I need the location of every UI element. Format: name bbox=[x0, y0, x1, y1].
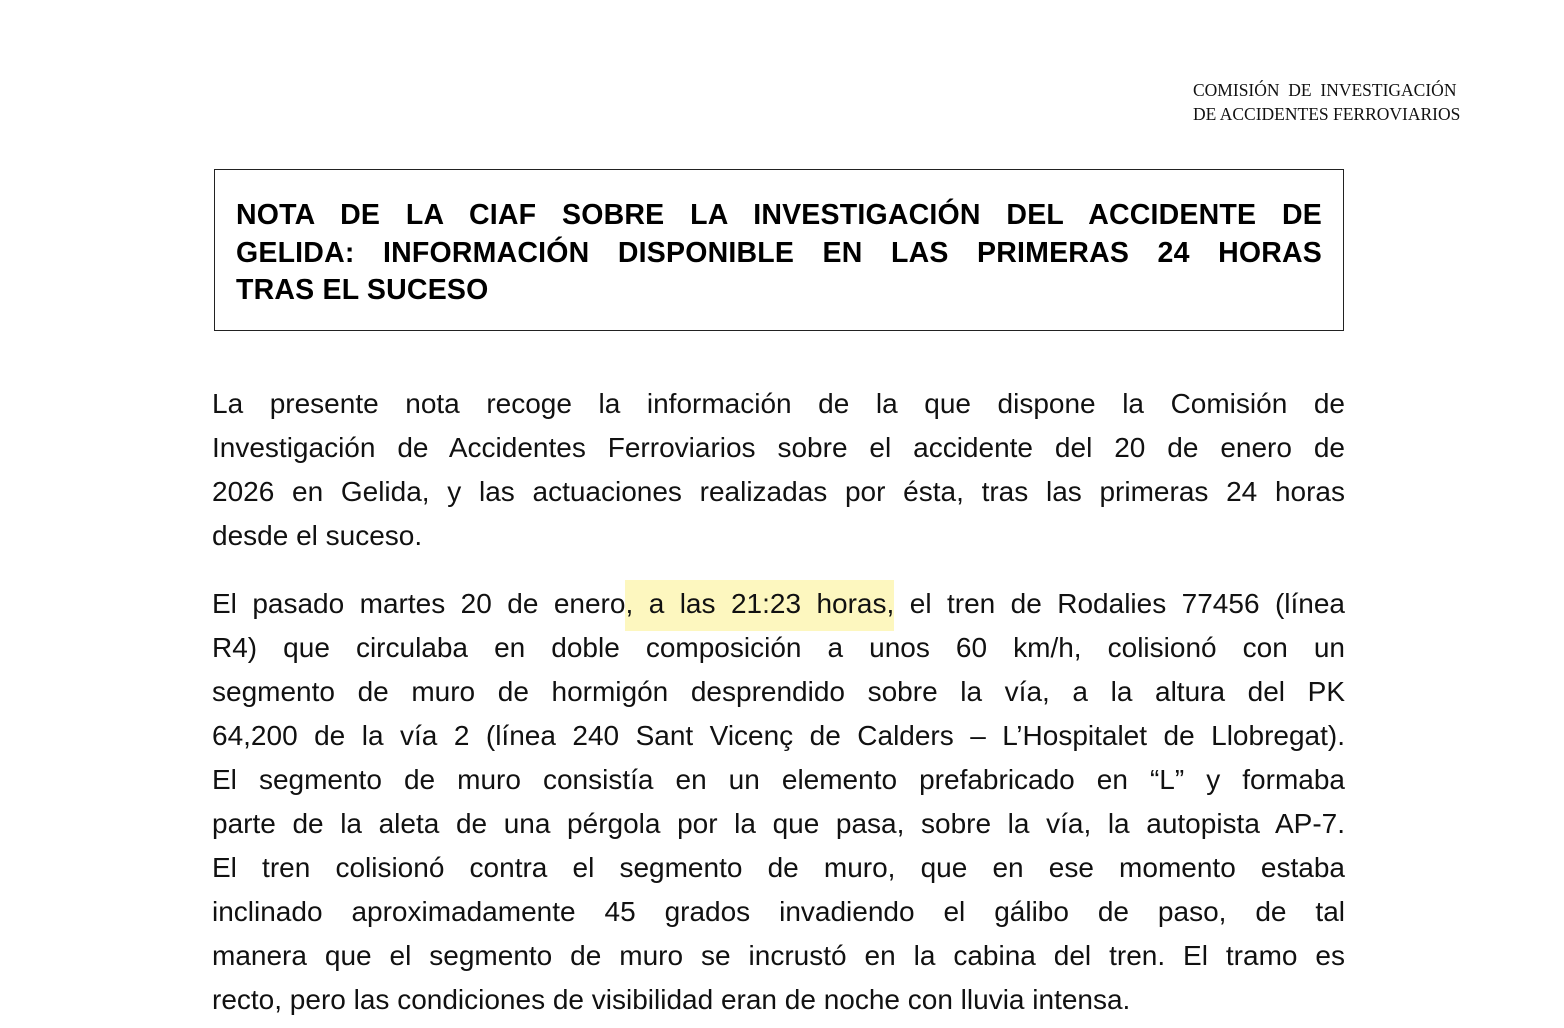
text-segment: el tren de Rodalies 77456 (línea bbox=[894, 588, 1346, 619]
text-line: manera que el segmento de muro se incrustó en la cabina del tren. El tramo es bbox=[212, 940, 1345, 971]
paragraph-accident-description bbox=[212, 582, 1345, 1022]
title-line: GELIDA: INFORMACIÓN DISPONIBLE EN LAS PRIMERAS 24 HORAS bbox=[236, 236, 1322, 269]
paragraph-intro bbox=[212, 382, 1345, 558]
text-line: Investigación de Accidentes Ferroviarios sobre el accidente del 20 de enero de bbox=[212, 432, 1345, 463]
title-line: NOTA DE LA CIAF SOBRE LA INVESTIGACIÓN DEL ACCIDENTE DE bbox=[236, 199, 1322, 231]
text-line bbox=[212, 582, 1345, 626]
text-line: R4) que circulaba en doble composición a unos 60 km/h, colisionó con un bbox=[212, 632, 1345, 663]
text-line: inclinado aproximadamente 45 grados invadiendo el gálibo de paso, de tal bbox=[212, 896, 1345, 927]
title-line: TRAS EL SUCESO bbox=[236, 274, 489, 306]
text-line: El tren colisionó contra el segmento de muro, que en ese momento estaba bbox=[212, 852, 1345, 883]
highlighted-text: , a las 21:23 horas, bbox=[625, 580, 894, 631]
agency-line: COMISIÓN DE INVESTIGACIÓN bbox=[1193, 80, 1457, 100]
text-line: 2026 en Gelida, y las actuaciones realizadas por ésta, tras las primeras 24 horas bbox=[212, 476, 1345, 507]
text-line: parte de la aleta de una pérgola por la que pasa, sobre la vía, la autopista AP-7. bbox=[212, 808, 1345, 839]
agency-line: DE ACCIDENTES FERROVIARIOS bbox=[1193, 104, 1461, 124]
document-title-box bbox=[214, 169, 1344, 331]
text-line: recto, pero las condiciones de visibilidad eran de noche con lluvia intensa. bbox=[212, 984, 1131, 1015]
text-line: 64,200 de la vía 2 (línea 240 Sant Vicenç de Calders – L’Hospitalet de Llobregat). bbox=[212, 720, 1345, 751]
text-segment: El pasado martes 20 de enero bbox=[212, 588, 626, 619]
agency-header bbox=[1193, 78, 1460, 126]
text-line: La presente nota recoge la información de la que dispone la Comisión de bbox=[212, 388, 1345, 419]
text-line: segmento de muro de hormigón desprendido sobre la vía, a la altura del PK bbox=[212, 676, 1345, 707]
text-line: desde el suceso. bbox=[212, 520, 423, 551]
text-line: El segmento de muro consistía en un elemento prefabricado en “L” y formaba bbox=[212, 764, 1345, 795]
